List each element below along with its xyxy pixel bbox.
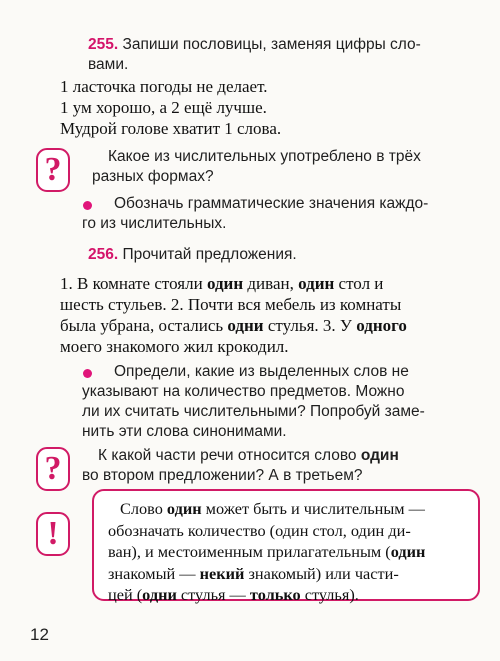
task-text: Определи, какие из выделенных слов не <box>114 363 409 380</box>
question-text: Какое из числительных употреблено в трёх <box>108 148 421 165</box>
exercise-number: 255. <box>88 36 119 53</box>
question-icon: ? <box>36 148 70 192</box>
rule-line: цей (одни стулья — только стулья). <box>108 585 359 604</box>
instruction-text: вами. <box>88 56 129 73</box>
proverb: Мудрой голове хватит 1 слова. <box>60 119 282 138</box>
proverb: 1 ласточка погоды не делает. <box>60 77 268 96</box>
page-number: 12 <box>30 625 49 644</box>
ex256-instruction <box>88 245 488 265</box>
rule-box <box>92 489 480 604</box>
question-255 <box>92 147 487 187</box>
task-text: Обозначь грамматические значения каждо- <box>114 195 429 212</box>
question-icon: ? <box>36 447 70 491</box>
task-text: указывают на количество предметов. Можно <box>82 383 405 400</box>
question-256: К какой части речи относится слово один во втором предложении? А в третьем? <box>82 447 399 484</box>
task-255 <box>82 194 487 234</box>
rule-line: знакомый — некий знакомый) или части- <box>108 563 399 583</box>
proverb: 1 ум хорошо, а 2 ещё лучше. <box>60 98 267 117</box>
rule-line: обозначать количество (один стол, один ди- <box>108 520 411 540</box>
question-text: разных формах? <box>92 168 214 185</box>
rule-line: Слово один может быть и числительным — <box>120 499 425 518</box>
instruction-text: Запиши пословицы, заменяя цифры сло- <box>122 36 421 53</box>
proverbs-list <box>60 76 360 139</box>
ex255-instruction <box>88 35 488 75</box>
task-text: нить эти слова синонимами. <box>82 423 287 440</box>
attention-icon: ! <box>36 512 70 556</box>
sentence-line: 1. В комнате стояли один диван, один стол и <box>60 274 384 293</box>
sentence-line: моего знакомого жил крокодил. <box>60 337 289 356</box>
sentence-line: была убрана, остались одни стулья. 3. У одного <box>60 316 407 335</box>
task-text: ли их считать числительными? Попробуй заме- <box>82 403 425 420</box>
task-256 <box>82 362 487 442</box>
sentence-line: шесть стульев. 2. Почти вся мебель из комнаты <box>60 295 402 314</box>
task-text: го из числительных. <box>82 215 227 232</box>
sentences-256 <box>60 273 488 357</box>
instruction-text: Прочитай предложения. <box>122 246 297 263</box>
exercise-number: 256. <box>88 246 119 263</box>
rule-line: ван), и местоименным прилагательным (один <box>108 542 426 561</box>
